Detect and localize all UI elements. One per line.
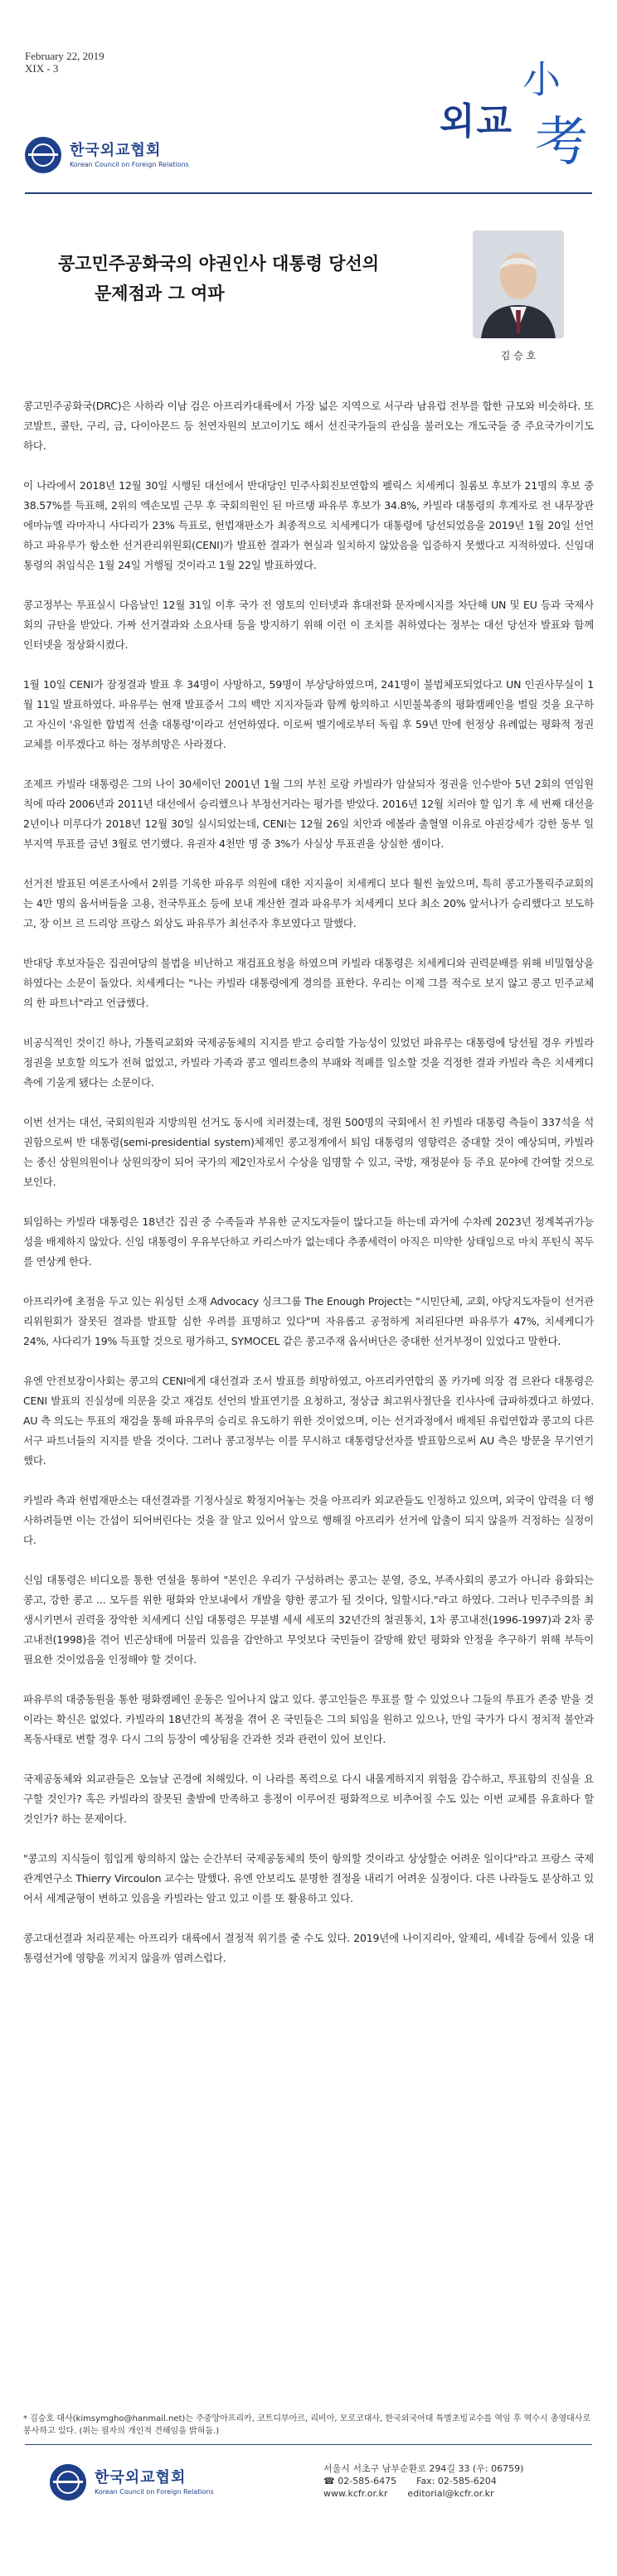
org-name-korean: 한국외교협회 (70, 141, 162, 159)
issue-number: XIX - 3 (25, 62, 59, 75)
newsletter-brand (440, 50, 605, 173)
author-footnote: * 김승호 대사(kimsymgho@hanmail.net)는 주중앙아프리카, 코트디부아르, 리비아, 모로코대사, 한국외국어대 특별초빙교수를 역임 후 역수시 총영대사로 봉사하고 있다. (위는 필자의 개인적 견해임을 밝혀둠.) (23, 2414, 591, 2436)
author-name: 김 승 호 (500, 350, 537, 361)
article-paragraph: 이 나라에서 2018년 12월 30일 시행된 대선에서 반대당인 민주사회진보연합의 펠릭스 치세케디 칠롬보 후보가 21명의 후보 중 38.57%를 득표해, 2위의 엑손모빌 근무 후 국회의원인 된 마르탱 파유루 후보가 34.8%, 카빌라 대통령의 후계자로 전 내무장관 에마뉴엘 라마자니 샤다리가 23% 득표로, 헌법재판소가 최종적으로 치세케디가 대통령에 당선되었음을 2019년 1월 20일 선언하고 파유루가 항소한 선거관리위원회(CENI)가 발표한 결과가 현실과 일치하지 않았음을 입증하지 못했다고 지적하였다. 신임대통령의 취임식은 1월 24일 거행될 것이라고 1월 22일 발표하였다. (23, 479, 594, 571)
article-paragraph: 선거전 발표된 여론조사에서 2위를 기록한 파유루 의원에 대한 지지율이 치세케디 보다 훨씬 높았으며, 특히 콩고가톨릭주교회의는 4만 명의 옵서버들을 고용, 전국투표소 등에 보내 계산한 결과 파유루가 치세케디 보다 최소 20% 앞서나가 승리했다고 보도하고, 장 이브 르 드리앙 프랑스 외상도 파유루가 최선주자 후보였다고 말했다. (23, 877, 595, 929)
article-body (23, 396, 594, 1988)
footer-fax: Fax: 02-585-6204 (416, 2476, 497, 2486)
article-paragraph: 콩고대선결과 처리문제는 아프리카 대륙에서 결정적 위기를 줄 수도 있다. 2019년에 나이지리아, 알제리, 세네갈 등에서 있을 대통령선거에 영향을 끼치지 않을까 염려스럽다. (23, 1932, 594, 1964)
title-line-1: 콩고민주공화국의 야권인사 대통령 당선의 (58, 254, 380, 274)
article-paragraph: 콩고정부는 투표실시 다음날인 12월 31일 이후 국가 전 영토의 인터넷과 휴대전화 문자메시지를 차단해 UN 및 EU 등과 국제사회의 규탄을 받았다. 가짜 선거결과와 소요사태 등을 방지하기 위해 이런 이 조치를 취하였다는 정부는 대선 당선자 발표와 함께 인터넷을 정상화시켰다. (23, 599, 594, 651)
footer-divider (25, 2444, 592, 2445)
org-name-english: Korean Council on Foreign Relations (70, 160, 189, 168)
article-paragraph: 파유루의 대중동원을 통한 평화캠페인 운동은 일어나지 않고 있다. 콩고인들은 투표를 할 수 있었으나 그들의 투표가 존중 받을 것이라는 확신은 없었다. 카빌라의 18년간의 폭정을 겪어 온 국민들은 그의 퇴임을 원하고 있으나, 만일 국가가 다시 정치적 불안과 폭동사태로 변할 경우 다시 그의 등장이 예상됨을 간과한 것과 관련이 있어 보인다. (23, 1693, 594, 1745)
article-paragraph: 비공식적인 것이긴 하나, 가톨릭교회와 국제공동체의 지지를 받고 승리할 가능성이 있었던 파유루는 대통령에 당선될 경우 카빌라정권을 보호할 의도가 전혀 없었고, 카빌라 가족과 콩고 엘리트층의 부패와 적폐를 일소할 것을 걱정한 결과 카빌라 측은 치세케디 측에 기울게 됐다는 소문이다. (23, 1036, 594, 1089)
article-paragraph: 반대당 후보자들은 집권여당의 불법을 비난하고 재검표요청을 하였으며 카빌라 대통령은 치세케디와 권력분배를 위해 비밀협상을 하였다는 소문이 돌았다. 치세케디는 "나는 카빌라 대통령에게 경의를 표한다. 우리는 이제 그를 적수로 보지 않고 콩고 민주교체의 한 파트너"라고 언급했다. (23, 957, 594, 1009)
footer-emblem-icon (50, 2464, 86, 2501)
footer-org-english: Korean Council on Foreign Relations (95, 2487, 214, 2496)
header-logo (25, 137, 189, 173)
article-paragraph: 카빌라 측과 헌법재판소는 대선결과를 기정사실로 확정지어놓는 것을 아프리카 외교관들도 인정하고 있으며, 외국이 압력을 더 행사하려들면 이는 간섭이 되어버린다는 것을 잘 알고 있어서 앞으로 행해질 아프리카 선거에 압출이 되지 않을까 걱정하는 실정이다. (23, 1494, 594, 1546)
title-line-2: 문제점과 그 여파 (95, 284, 225, 303)
article-paragraph: 이번 선거는 대선, 국회의원과 지방의원 선거도 동시에 치러졌는데, 정원 500명의 국회에서 친 카빌라 대통령 측들이 337석을 석권함으로써 반 대통령(semi-presidential system)체제인 콩고정계에서 퇴임 대통령의 영향력은 중대할 것이 예상되며, 카빌라는 종신 상원의원이나 상원의장이 되어 국가의 제2인자로서 수상을 임명할 수 있고, 국방, 재정분야 등 주요 분야에 간여할 것으로 보인다. (23, 1116, 594, 1188)
issue-date: February 22, 2019 (25, 50, 104, 62)
brand-mark: 외교 (440, 100, 514, 143)
article-paragraph: 아프리카에 초점을 두고 있는 워싱턴 소재 Advocacy 싱크그룹 The Enough Project는 "시민단체, 교회, 야당지도자들이 선거관리위원회가 잘못된 결과를 발표할 심한 우려를 표명하고 있다"며 자유롭고 공정하게 처리된다면 파유루가 47%, 치세케디가 24%, 샤다리가 19% 득표할 것으로 평가하고, SYMOCEL 같은 콩고주재 옵서버단은 중대한 선거부정이 있었다고 말한다. (23, 1295, 594, 1347)
author-portrait (473, 230, 564, 338)
council-emblem-icon (25, 137, 61, 173)
footer-contact (323, 2462, 523, 2500)
header-divider (25, 192, 592, 194)
article-paragraph: 1월 10일 CENI가 잠정결과 발표 후 34명이 사망하고, 59명이 부상당하였으며, 241명이 불법체포되었다고 UN 인권사무실이 1월 11일 발표하였다. 파유루는 현재 발표증서 그의 백만 지지자들과 함께 항의하고 시민불복종의 평화캠페인을 벌릴 것을 요구하고 자신이 '유일한 합법적 선출 대통령'이라고 선언하였다. 이로써 벨기에로부터 독립 후 59년 만에 헌정상 유례없는 평화적 정권교체를 이루겠다고 하는 정부희망은 사라졌다. (23, 678, 594, 750)
brand-character-small: 小 (522, 57, 561, 102)
article-paragraph: 국제공동체와 외교관들은 오늘날 곤경에 처해있다. 이 나라를 폭력으로 다시 내몰게하지지 위험을 감수하고, 투표함의 진실을 요구할 것인가? 혹은 카빌라의 잘못된 출발에 만족하고 흥정이 이루어진 평화적으로 비추어질 수도 있는 이번 교체를 유효하다 할 것인가? 하는 문제이다. (23, 1773, 594, 1825)
footer-phone: ☎ 02-585-6475 (323, 2476, 397, 2486)
author-photo-icon (473, 230, 564, 338)
footer-logo (50, 2464, 214, 2501)
footer-website-link[interactable]: www.kcfr.or.kr (323, 2488, 388, 2499)
article-paragraph: "콩고의 지식들이 힘입게 항의하지 않는 순간부터 국제공동체의 뜻이 항의할 것이라고 상상할순 어려운 일이다"라고 프랑스 국제관계연구소 Thierry Vircoulon 교수는 말했다. 유엔 안보리도 분명한 결정을 내리기 어려운 실정이다. 다른 나라들도 분상하고 있어서 세계균형이 변하고 있음을 카빌라는 알고 있고 이를 또 활용하고 있다. (23, 1852, 594, 1904)
article-paragraph: 유엔 안전보장이사회는 콩고의 CENI에게 대선결과 조서 발표를 희망하였고, 아프리카연합의 폴 카가메 의장 겸 르완다 대통령은 CENI 발표의 진실성에 의문을 갖고 재검토 선언의 발표연기를 요청하고, 정상급 최고위사절단을 킨샤사에 급파하겠다고 하였다. AU 측 의도는 투표의 재검을 통해 파유루의 승리로 유도하기 위한 것이었으며, 이는 선거과정에서 배제된 유럽연합과 콩고의 다른 서구 파트너들의 지지를 받을 것이다. 그러나 콩고정부는 이를 무시하고 대통령당선자를 발표함으로써 AU 측은 방문을 무기연기했다. (23, 1375, 594, 1467)
article-paragraph: 콩고민주공화국(DRC)은 사하라 이남 검은 아프리카대륙에서 가장 넓은 지역으로 서구라 남유럽 전부를 합한 규모와 비슷하다. 또 코발트, 콜탄, 구리, 금, 다이아몬드 등 천연자원의 보고이기도 해서 선진국가들의 관심을 불러오는 개도국들 중 주요국가이기도 하다. (23, 400, 594, 452)
footer-address: 서울시 서초구 남부순환로 294길 33 (우: 06759) (323, 2463, 524, 2474)
article-paragraph: 퇴임하는 카빌라 대통령은 18년간 집권 중 수족들과 부유한 군지도자들이 많다고들 하는데 과거에 수차례 2023년 정계복귀가능성을 배제하지 않았다. 신임 대통령이 우유부단하고 카리스마가 없는데다 추종세력이 아직은 미약한 상태임으로 마치 푸틴식 꼭두를 연상케 한다. (23, 1215, 594, 1268)
brand-character-big: 考 (535, 112, 588, 173)
article-paragraph: 신임 대통령은 비디오를 통한 연설을 통하여 "본인은 우리가 구성하려는 콩고는 분열, 증오, 부족사회의 콩고가 아니라 융화되는 콩고, 강한 콩고 ... 모두를 위한 평화와 안보내에서 개발을 향한 콩고가 될 것이다, 일할시다."라고 하였다. 그러나 민주주의를 최생시키면서 권력을 장악한 치세케디 신임 대통령은 무분별 세세 세포의 32년간의 철권통치, 1차 콩고내전(1996-1997)과 2차 콩고내전(1998)을 겪어 빈곤상태에 머물러 있음을 감안하고 무엇보다 국민들이 갈망해 왔던 평화와 안정을 추구하기 위해 부득이 필요한 것이었음을 인정해야 할 것이다. (23, 1574, 594, 1666)
article-paragraph: 조제프 카빌라 대통령은 그의 나이 30세이던 2001년 1월 그의 부친 로랑 카빌라가 암살되자 정권을 인수받아 5년 2회의 연임원칙에 따라 2006년과 2011년 대선에서 승리했으나 부정선거라는 평가를 받았다. 2016년 12월 치러야 할 임기 후 세 번째 대선을 2년이나 미루다가 2018년 12월 30일 실시되었는데, CENI는 12월 26일 치안과 에볼라 출혈열 이유로 야권강세가 강한 동부 일부지역 투표를 금년 3월로 연기했다. 유권자 4천만 명 중 3%가 사실상 투표권을 상실한 셈이다. (23, 778, 594, 850)
footer-email-link[interactable]: editorial@kcfr.or.kr (407, 2488, 494, 2499)
issue-info (25, 50, 104, 75)
footer-org-korean: 한국외교협회 (95, 2468, 187, 2486)
article-title (58, 249, 456, 308)
